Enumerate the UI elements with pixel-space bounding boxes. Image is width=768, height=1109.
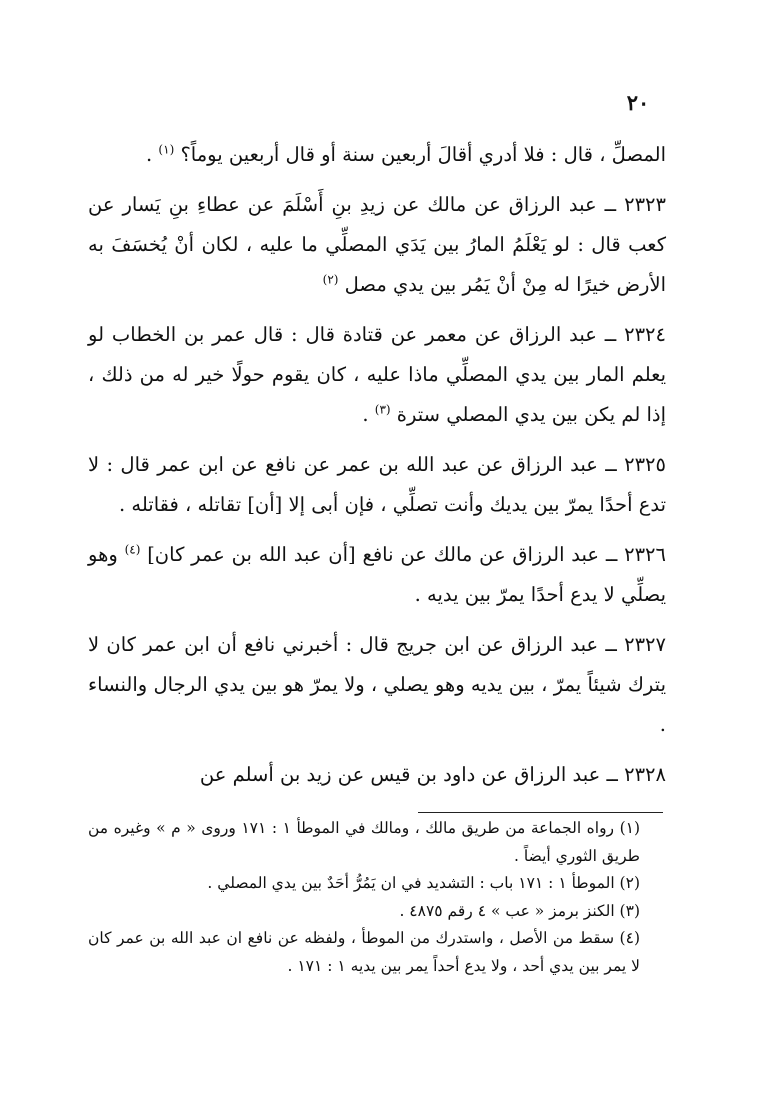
paragraph-2327 — [88, 625, 666, 745]
footnote-4: (٤) سقط من الأصل ، واستدرك من الموطأ ، ولفظه عن نافع ان عبد الله بن عمر كان لا يمر بين يدي أحد ، ولا يدع أحداً يمر بين يديه ١ : ١٧١ . — [88, 929, 640, 975]
paragraph-2325 — [88, 445, 666, 525]
paragraph-text: ٢٣٢٨ ــ عبد الرزاق عن داود بن قيس عن زيد بن أسلم عن — [199, 763, 666, 786]
paragraph-text: ٢٣٢٧ ــ عبد الرزاق عن ابن جريج قال : أخبرني نافع أن ابن عمر كان لا يترك شيئاً يمرّ ، بين يديه وهو يصلي ، ولا يمرّ هو بين يدي الرجال والنساء . — [88, 633, 666, 736]
paragraph-text: ٢٣٢٦ ــ عبد الرزاق عن مالك عن نافع [أن عبد الله بن عمر كان] — [140, 543, 666, 566]
paragraph-text: المصلِّ ، قال : فلا أدري أقالَ أربعين سنة أو قال أربعين يوماً؟ — [174, 143, 666, 166]
footnote-ref: (٤) — [124, 542, 141, 557]
paragraph-text: ٢٣٢٤ ــ عبد الرزاق عن معمر عن قتادة قال : قال عمر بن الخطاب لو يعلم المار بين يدي المصلِّي ماذا عليه ، كان يقوم حولًا خير له من ذلك ، إذا لم يكن بين يدي المصلي سترة — [88, 323, 666, 426]
main-text — [88, 135, 666, 795]
paragraph-text: ٢٣٢٥ ــ عبد الرزاق عن عبد الله بن عمر عن نافع عن ابن عمر قال : لا تدع أحدًا يمرّ بين يديك وأنت تصلِّي ، فإن أبى إلا [أن] تقاتله ، فقاتله . — [88, 453, 666, 516]
paragraph-2326 — [88, 535, 666, 615]
paragraph-2328 — [88, 755, 666, 795]
footnote-ref: (٢) — [322, 272, 339, 287]
footnotes — [88, 815, 670, 980]
footnote-divider — [418, 812, 663, 813]
footnote-2: (٢) الموطأ ١ : ١٧١ باب : التشديد في ان يَمُرُّ أحَدٌ بين يدي المصلي . — [207, 874, 640, 892]
paragraph-2324 — [88, 315, 666, 435]
footnote-ref: (٣) — [374, 402, 391, 417]
footnote-3: (٣) الكنز برمز « عب » ٤ رقم ٤٨٧٥ . — [399, 901, 640, 920]
paragraph-tail: . — [362, 403, 375, 426]
paragraph-tail: . — [146, 143, 159, 166]
paragraph-continuation — [88, 135, 666, 175]
paragraph-text: ٢٣٢٣ ــ عبد الرزاق عن مالك عن زيدِ بنِ أَسْلَمَ عن عطاءِ بنِ يَسار عن كعب قال : لو يَعْلَمُ المارُ بين يَدَي المصلِّي ما عليه ، لكان أنْ يُخسَفَ به الأرض خيرًا له مِنْ أنْ يَمُر بين يدي مصل — [88, 193, 666, 296]
page-number: ٢٠ — [626, 90, 650, 115]
footnote-ref: (١) — [158, 142, 175, 157]
paragraph-2323 — [88, 185, 666, 305]
footnote-1: (١) رواه الجماعة من طريق مالك ، ومالك في الموطأ ١ : ١٧١ وروى « م » وغيره من طريق الثوري أيضاً . — [88, 819, 641, 865]
paragraph-tail: وهو يصلِّي لا يدع أحدًا يمرّ بين يديه . — [88, 543, 666, 606]
